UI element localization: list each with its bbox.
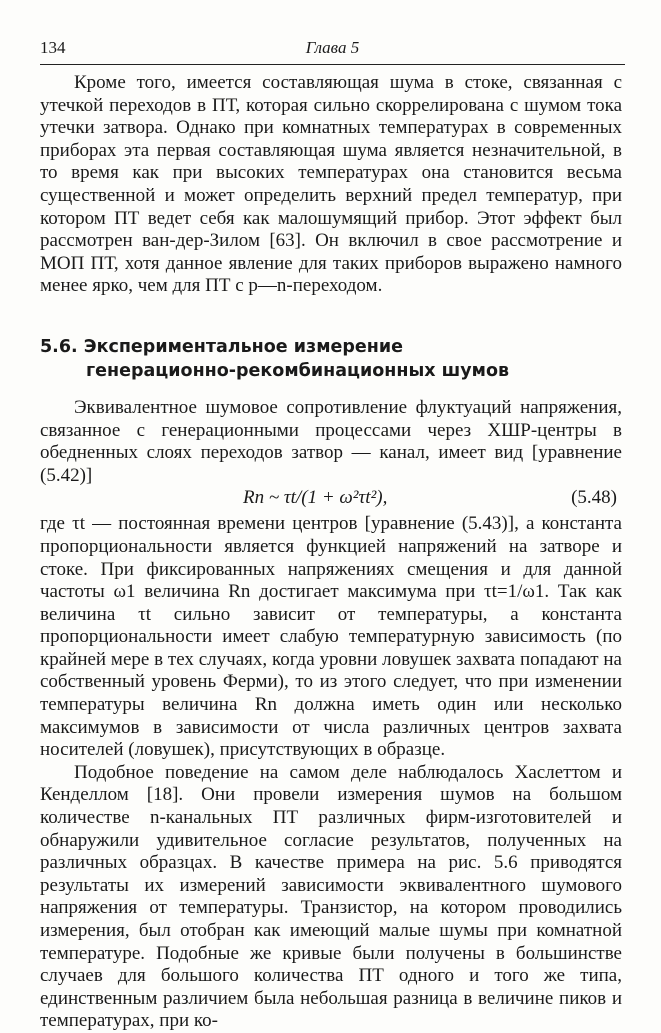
- section-heading-line-2: генерационно-рекомбинационных шумов: [86, 360, 510, 381]
- paragraph-2: Эквивалентное шумовое сопротивление флуктуаций напряжения, связанное с генерационными процессами через ХШР-центры в обедненных слоях переходов затвор — канал, имеет вид [уравнение (5.42)]: [40, 396, 622, 486]
- paragraph-1: Кроме того, имеется составляющая шума в стоке, связанная с утечкой переходов в ПТ, которая сильно скоррелирована с шумом тока утечки затвора. Однако при комнатных температурах в современных приборах эта первая составляющая шума является незначительной, в то время как при высоких температурах она становится весьма существенной и может определить верхний предел температур, при котором ПТ ведет себя как малошумящий прибор. Этот эффект был рассмотрен ван-дер-Зилом [63]. Он включил в свое рассмотрение и МОП ПТ, хотя данное явление для таких приборов выражено намного менее ярко, чем для ПТ с p—n-переходом.: [40, 72, 622, 297]
- paragraph-4: Подобное поведение на самом деле наблюдалось Хаслеттом и Кенделлом [18]. Они провели измерения шумов на большом количестве n-канальных ПТ различных фирм-изготовителей и обнаружили удивительное согласие результатов, полученных на различных образцах. В качестве примера на рис. 5.6 приводятся результаты их измерений зависимости эквивалентного шумового напряжения от температуры. Транзистор, на котором проводились измерения, был отобран как имеющий малые шумы при комнатной температуре. Подобные же кривые были получены в большинстве случаев для большого количества ПТ одного и того же типа, единственным различием была небольшая разница в величине пиков и температурах, при ко-: [40, 761, 622, 1032]
- spacer: [40, 383, 622, 397]
- section-heading-line-1: 5.6. Экспериментальное измерение: [40, 336, 403, 357]
- page-body: [40, 72, 622, 1033]
- equation-number: (5.48): [571, 487, 617, 509]
- section-heading: [40, 335, 622, 383]
- page-number: 134: [40, 38, 66, 57]
- equation-5-48: [40, 487, 622, 513]
- spacer: [40, 298, 622, 335]
- running-head-chapter: Глава 5: [305, 38, 360, 57]
- page-header: [40, 38, 625, 65]
- paragraph-3: где τt — постоянная времени центров [уравнение (5.43)], а константа пропорциональности является функцией напряжений на затворе и стоке. При фиксированных напряжениях смещения и для данной частоты ω1 величина Rn достигает максимума при τt=1/ω1. Так как величина τt сильно зависит от температуры, а константа пропорциональности имеет слабую температурную зависимость (по крайней мере в тех случаях, когда уровни ловушек захвата попадают на собственный уровень Ферми), то из этого следует, что при изменении температуры величина Rn должна иметь один или несколько максимумов в зависимости от числа различных центров захвата носителей (ловушек), присутствующих в образце.: [40, 513, 622, 761]
- equation-formula: Rn ~ τt/(1 + ω²τt²),: [243, 487, 388, 509]
